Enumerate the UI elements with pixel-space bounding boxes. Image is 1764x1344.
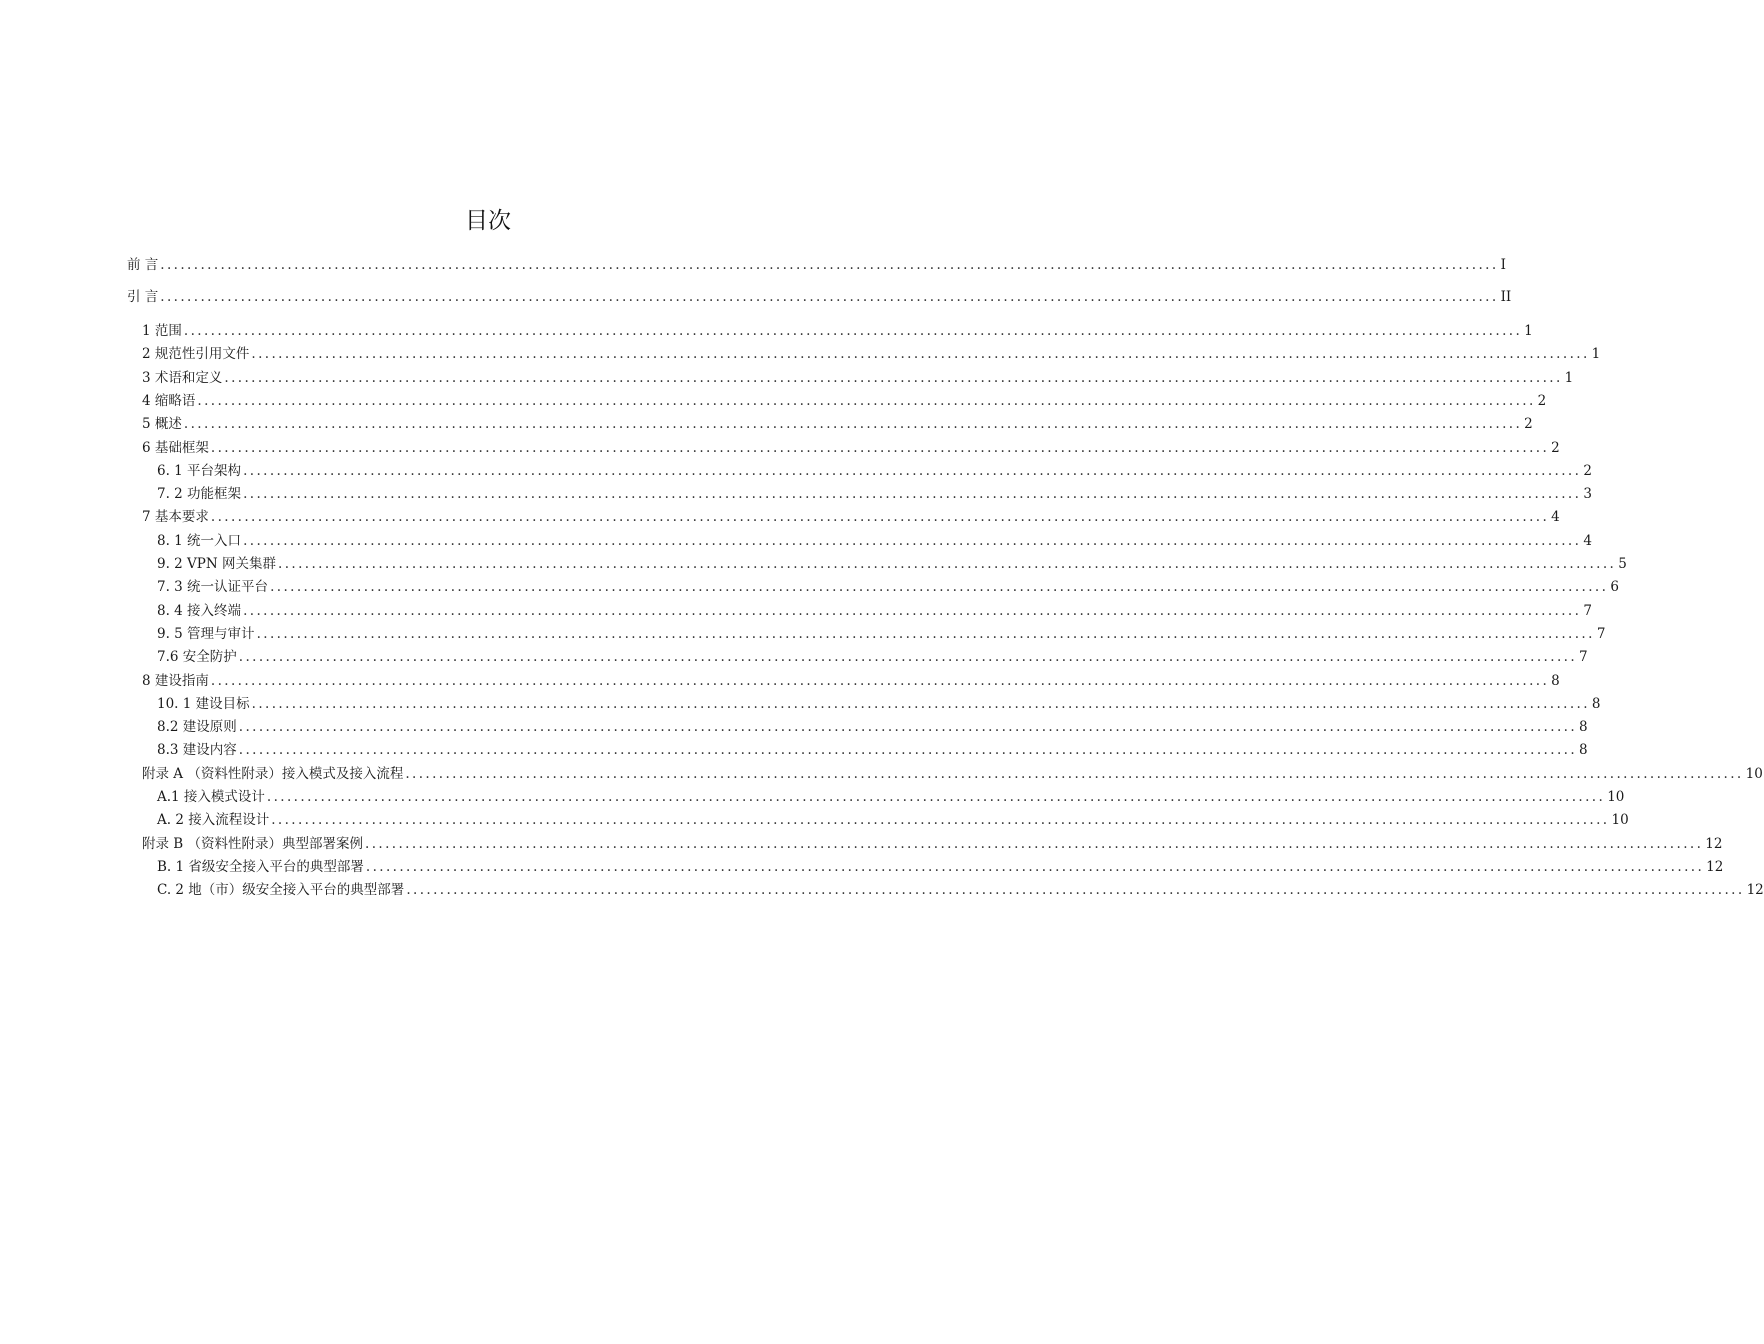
- toc-entry-unified-entry[interactable]: [157, 531, 1592, 551]
- toc-page-number: 8: [1579, 719, 1588, 736]
- toc-page-number: 8: [1591, 695, 1601, 712]
- toc-entry-access-flow-design[interactable]: [157, 810, 1629, 830]
- toc-page-number: 7: [1579, 649, 1588, 666]
- toc-entry-label: 7 基本要求: [142, 509, 209, 526]
- toc-entry-construction-guide[interactable]: [142, 671, 1560, 691]
- toc-page-number: 7: [1583, 602, 1592, 619]
- toc-entry-label: 3 术语和定义: [142, 369, 223, 386]
- toc-leader-dots: ........................................................................................................................................................................................................: [278, 556, 1617, 572]
- toc-entry-basic-requirements[interactable]: [142, 507, 1560, 527]
- toc-entry-abbreviations[interactable]: [142, 391, 1547, 411]
- toc-page-number: 7: [1596, 625, 1606, 642]
- toc-entry-label: B. 1 省级安全接入平台的典型部署: [157, 858, 364, 875]
- toc-page-number: 8: [1551, 672, 1560, 689]
- toc-leader-dots: ........................................................................................................................................................................................................: [266, 789, 1606, 805]
- toc-entry-access-terminal[interactable]: [157, 601, 1592, 621]
- toc-leader-dots: ........................................................................................................................................................................................................: [251, 346, 1590, 363]
- toc-page-number: II: [1500, 289, 1512, 305]
- toc-leader-dots: ........................................................................................................................................................................................................: [365, 858, 1705, 875]
- toc-entry-label: 7. 3 统一认证平台: [157, 579, 269, 596]
- toc-leader-dots: ........................................................................................................................................................................................................: [405, 765, 1744, 782]
- toc-leader-dots: ........................................................................................................................................................................................................: [251, 695, 1590, 712]
- toc-entry-scope[interactable]: [142, 321, 1533, 341]
- toc-entry-label: 2 规范性引用文件: [142, 346, 250, 363]
- toc-entry-terms-definitions[interactable]: [142, 368, 1574, 388]
- toc-entry-introduction[interactable]: [127, 287, 1512, 307]
- toc-leader-dots: ........................................................................................................................................................................................................: [210, 439, 1550, 456]
- toc-leader-dots: ........................................................................................................................................................................................................: [243, 532, 1582, 549]
- toc-leader-dots: ........................................................................................................................................................................................................: [183, 323, 1523, 339]
- toc-entry-security-protection[interactable]: [157, 647, 1588, 667]
- toc-entry-label: 8.2 建设原则: [157, 719, 237, 736]
- toc-leader-dots: ........................................................................................................................................................................................................: [238, 719, 1578, 736]
- toc-leader-dots: ........................................................................................................................................................................................................: [183, 416, 1523, 433]
- toc-entry-construction-principles[interactable]: [157, 717, 1588, 737]
- toc-entry-label: 前 言: [127, 257, 159, 273]
- toc-page-number: 1: [1591, 346, 1601, 363]
- toc-entry-label: 4 缩略语: [142, 392, 196, 409]
- page-title: 目次: [465, 208, 511, 234]
- toc-leader-dots: ........................................................................................................................................................................................................: [160, 257, 1499, 273]
- toc-entry-label: 附录 B （资料性附录）典型部署案例: [142, 835, 364, 852]
- toc-page-number: 12: [1746, 882, 1764, 899]
- toc-page-number: 12: [1706, 858, 1724, 875]
- toc-page-number: 8: [1579, 742, 1588, 759]
- toc-page-number: 10: [1607, 789, 1625, 805]
- toc-leader-dots: ........................................................................................................................................................................................................: [243, 486, 1582, 503]
- toc-leader-dots: ........................................................................................................................................................................................................: [160, 289, 1499, 305]
- toc-page-number: 10: [1745, 765, 1763, 782]
- toc-entry-overview[interactable]: [142, 414, 1533, 434]
- toc-entry-access-mode-design[interactable]: [157, 787, 1625, 807]
- toc-leader-dots: ........................................................................................................................................................................................................: [210, 509, 1550, 526]
- toc-leader-dots: ........................................................................................................................................................................................................: [271, 812, 1610, 829]
- toc-entry-city-deployment[interactable]: [157, 880, 1764, 900]
- toc-page-number: 4: [1551, 509, 1560, 526]
- toc-leader-dots: ........................................................................................................................................................................................................: [256, 625, 1595, 642]
- toc-entry-label: 8. 1 统一入口: [157, 532, 242, 549]
- toc-entry-construction-goals[interactable]: [157, 694, 1601, 714]
- toc-entry-label: C. 2 地（市）级安全接入平台的典型部署: [157, 882, 405, 899]
- toc-entry-label: 9. 5 管理与审计: [157, 625, 255, 642]
- toc-leader-dots: ........................................................................................................................................................................................................: [243, 462, 1582, 479]
- toc-page-number: 12: [1705, 835, 1723, 852]
- toc-page-number: 10: [1611, 812, 1629, 829]
- toc-entry-function-framework[interactable]: [157, 484, 1592, 504]
- toc-entry-management-audit[interactable]: [157, 624, 1606, 644]
- toc-page-number: I: [1500, 257, 1506, 273]
- toc-entry-platform-architecture[interactable]: [157, 461, 1592, 481]
- toc-leader-dots: ........................................................................................................................................................................................................: [243, 602, 1582, 619]
- toc-entry-label: 1 范围: [142, 323, 182, 339]
- toc-entry-basic-framework[interactable]: [142, 438, 1560, 458]
- toc-page-number: 2: [1583, 462, 1592, 479]
- toc-leader-dots: ........................................................................................................................................................................................................: [365, 835, 1704, 852]
- toc-entry-label: 6 基础框架: [142, 439, 209, 456]
- toc-entry-vpn-gateway-cluster[interactable]: [157, 554, 1627, 574]
- toc-entry-label: 6. 1 平台架构: [157, 462, 242, 479]
- toc-entry-normative-references[interactable]: [142, 344, 1601, 364]
- toc-entry-label: 附录 A （资料性附录）接入模式及接入流程: [142, 765, 404, 782]
- toc-entry-label: 9. 2 VPN 网关集群: [157, 556, 276, 572]
- toc-entry-label: 7.6 安全防护: [157, 649, 237, 666]
- toc-leader-dots: ........................................................................................................................................................................................................: [238, 649, 1578, 666]
- toc-entry-foreword[interactable]: [127, 255, 1506, 275]
- toc-entry-label: 8.3 建设内容: [157, 742, 237, 759]
- toc-page-number: 5: [1618, 556, 1627, 572]
- toc-entry-label: 引 言: [127, 289, 159, 305]
- toc-entry-label: 5 概述: [142, 416, 182, 433]
- toc-leader-dots: ........................................................................................................................................................................................................: [406, 882, 1745, 899]
- toc-entry-label: A.1 接入模式设计: [157, 789, 265, 805]
- toc-entry-construction-content[interactable]: [157, 740, 1588, 760]
- toc-page-number: 4: [1583, 532, 1592, 549]
- toc-leader-dots: ........................................................................................................................................................................................................: [270, 579, 1609, 596]
- toc-page-number: 2: [1537, 392, 1547, 409]
- toc-entry-label: 8 建设指南: [142, 672, 209, 689]
- toc-leader-dots: ........................................................................................................................................................................................................: [210, 672, 1550, 689]
- toc-leader-dots: ........................................................................................................................................................................................................: [224, 369, 1563, 386]
- toc-page-number: 6: [1610, 579, 1619, 596]
- toc-entry-label: 7. 2 功能框架: [157, 486, 242, 503]
- toc-page-number: 2: [1524, 416, 1533, 433]
- toc-entry-label: 10. 1 建设目标: [157, 695, 250, 712]
- toc-page-number: 3: [1583, 486, 1592, 503]
- toc-leader-dots: ........................................................................................................................................................................................................: [197, 392, 1536, 409]
- toc-entry-appendix-a[interactable]: [142, 764, 1763, 784]
- toc-page-number: 2: [1551, 439, 1560, 456]
- toc-entry-provincial-deployment[interactable]: [157, 857, 1724, 877]
- toc-page-number: 1: [1564, 369, 1574, 386]
- toc-leader-dots: ........................................................................................................................................................................................................: [238, 742, 1578, 759]
- toc-entry-label: A. 2 接入流程设计: [157, 812, 270, 829]
- toc-entry-label: 8. 4 接入终端: [157, 602, 242, 619]
- toc-page-number: 1: [1524, 323, 1533, 339]
- toc-entry-appendix-b[interactable]: [142, 834, 1723, 854]
- toc-entry-unified-auth-platform[interactable]: [157, 577, 1619, 597]
